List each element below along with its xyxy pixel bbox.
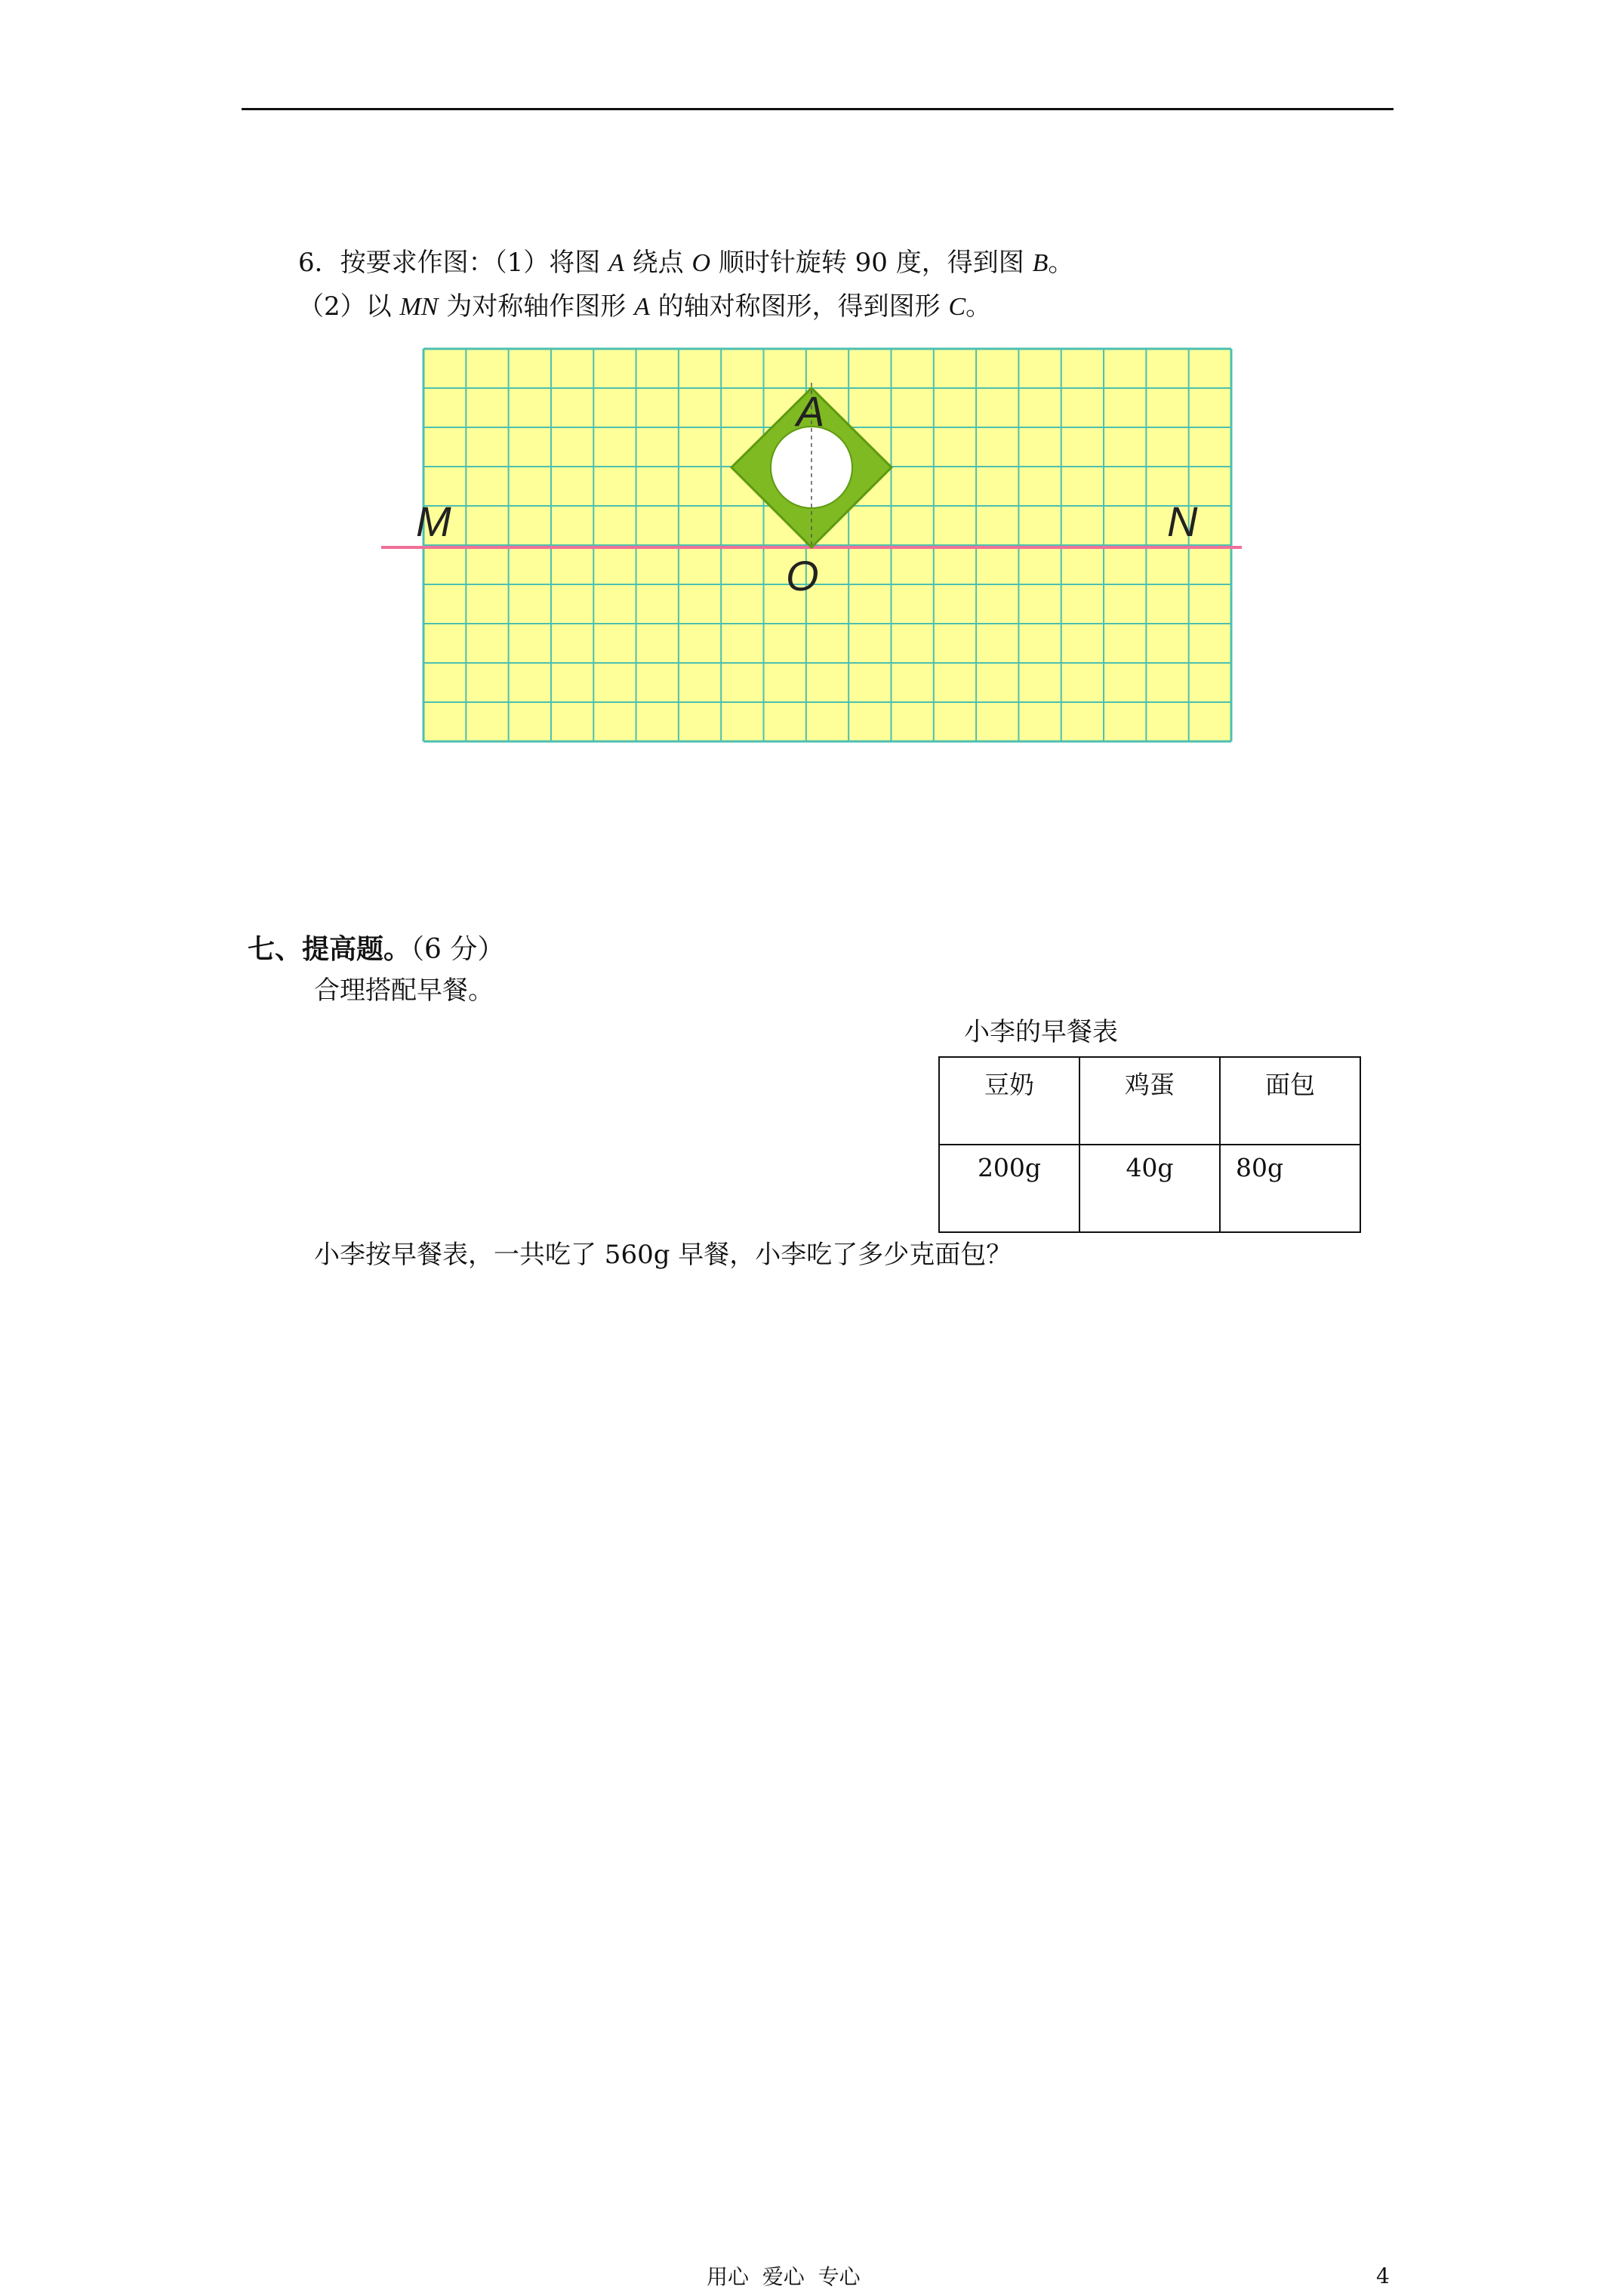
cell-text: 豆奶: [984, 1070, 1034, 1099]
shape-c-ref: C: [948, 293, 966, 321]
label-m: M: [416, 498, 451, 545]
shape-b-ref: B: [1032, 249, 1049, 277]
section-title-text: 七、提高题。: [248, 933, 411, 965]
grid-figure: [381, 341, 1242, 749]
label-o: O: [786, 552, 819, 599]
question-text-part: 绕点: [624, 248, 692, 278]
question-text-part: 的轴对称图形，得到图形: [649, 291, 949, 322]
label-a: A: [796, 387, 825, 435]
cell-text: 80g: [1236, 1153, 1284, 1182]
section-7-intro: 合理搭配早餐。: [314, 975, 494, 1006]
section-7-question: 小李按早餐表，一共吃了 560g 早餐，小李吃了多少克面包？: [314, 1240, 1012, 1270]
question-6-line-2: [298, 290, 991, 324]
label-n: N: [1167, 498, 1198, 545]
point-o-ref: O: [691, 249, 711, 277]
header-rule: [242, 108, 1394, 110]
question-text-part: 按要求作图：（1）将图: [340, 248, 609, 278]
cell-text: 面包: [1265, 1070, 1315, 1099]
page-number: 4: [1376, 2264, 1390, 2288]
axis-mn-ref: MN: [399, 293, 439, 321]
shape-a-ref: A: [608, 249, 624, 277]
table-header-row: [939, 1057, 1360, 1145]
section-7-title: [248, 932, 504, 967]
question-text-part: 。: [965, 291, 992, 322]
question-text-part: 顺时针旋转 90 度，得到图: [710, 248, 1033, 278]
cell-text: 鸡蛋: [1125, 1070, 1175, 1099]
footer-text: 用心 爱心 专心: [707, 2264, 861, 2289]
question-6-line-1: [298, 246, 1073, 280]
table-cell: [1220, 1145, 1360, 1232]
shape-a-ref: A: [634, 293, 650, 321]
table-cell: [939, 1057, 1079, 1145]
table-caption: 小李的早餐表: [964, 1017, 1118, 1047]
question-text-part: （2）以: [298, 291, 400, 322]
table-value-row: [939, 1145, 1360, 1232]
breakfast-table: [938, 1056, 1361, 1233]
question-text-part: 。: [1048, 248, 1074, 278]
section-score: （6 分）: [411, 934, 505, 965]
cell-text: 200g: [977, 1153, 1042, 1182]
table-cell: [939, 1145, 1079, 1232]
table-cell: [1079, 1145, 1220, 1232]
table-cell: [1220, 1057, 1360, 1145]
question-text-part: 为对称轴作图形: [438, 291, 635, 322]
cell-text: 40g: [1126, 1153, 1174, 1182]
question-number: 6．: [298, 248, 340, 278]
table-cell: [1079, 1057, 1220, 1145]
